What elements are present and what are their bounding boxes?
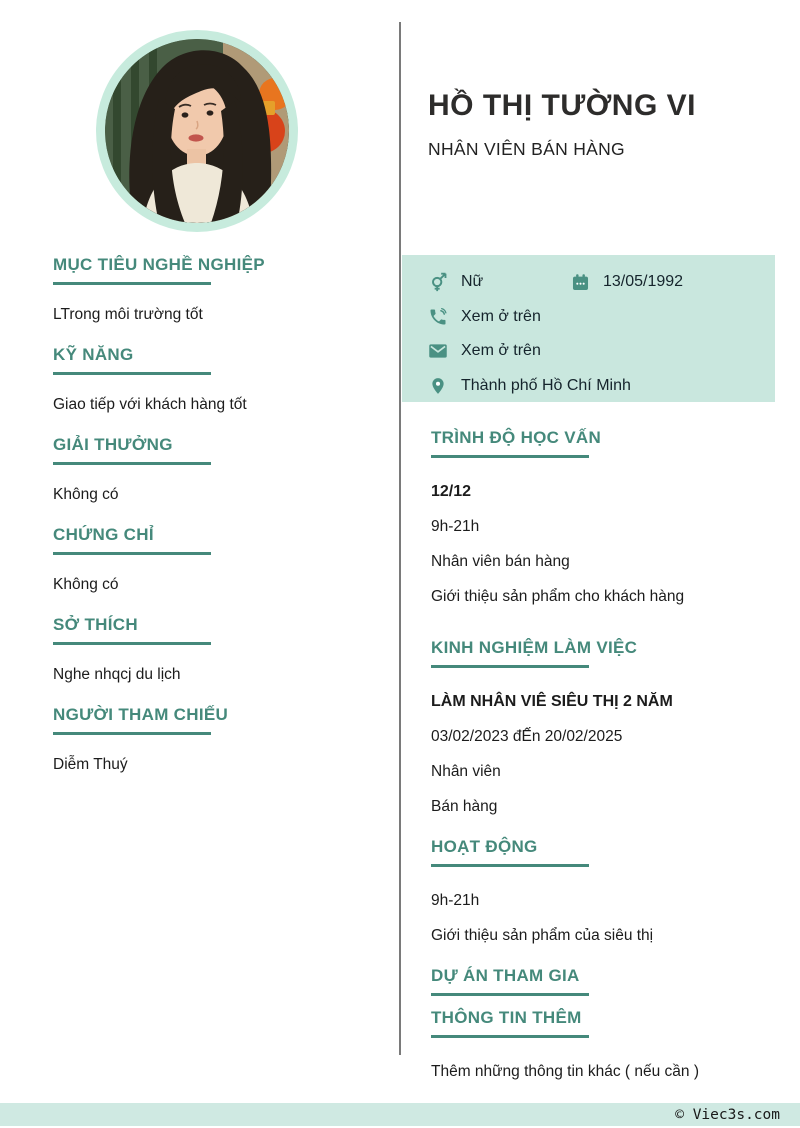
section-title: MỤC TIÊU NGHỀ NGHIỆP [53, 255, 265, 274]
section-experience [431, 638, 779, 817]
contact-phone [428, 307, 541, 327]
section-body: Diễm Thuý [53, 756, 128, 773]
location-icon [428, 376, 448, 396]
location-value: Thành phố Hồ Chí Minh [461, 376, 631, 394]
section-awards [53, 435, 373, 504]
phone-icon [428, 307, 448, 327]
section-title: HOẠT ĐỘNG [431, 837, 538, 856]
section-line: 9h-21h [431, 892, 480, 909]
section-line: 12/12 [431, 483, 472, 500]
section-title: THÔNG TIN THÊM [431, 1008, 582, 1027]
gender-value: Nữ [461, 273, 484, 291]
section-underline [53, 642, 211, 645]
section-title: SỞ THÍCH [53, 615, 138, 634]
contact-gender [428, 272, 570, 292]
section-underline [53, 552, 211, 555]
footer-credit: © Viec3s.com [675, 1106, 780, 1123]
section-line: LÀM NHÂN VIÊ SIÊU THỊ 2 NĂM [431, 693, 673, 710]
profile-photo [96, 30, 298, 232]
section-underline [431, 864, 589, 867]
section-projects [431, 966, 779, 996]
phone-value: Xem ở trên [461, 307, 541, 325]
section-underline [53, 372, 211, 375]
section-line: 03/02/2023 đẾn 20/02/2025 [431, 728, 623, 745]
section-education [431, 428, 779, 607]
section-body: Nghe nhqcj du lịch [53, 666, 181, 683]
gender-icon [428, 272, 448, 292]
section-body: LTrong môi trường tốt [53, 306, 203, 323]
contact-row-gender-birthdate [428, 265, 775, 300]
section-title: NGƯỜI THAM CHIẾU [53, 705, 229, 724]
section-additional-info [431, 1008, 779, 1082]
section-title: CHỨNG CHỈ [53, 525, 154, 544]
section-title: TRÌNH ĐỘ HỌC VẤN [431, 428, 602, 447]
footer-bar [0, 1103, 800, 1126]
email-value: Xem ở trên [461, 342, 541, 360]
contact-location [428, 376, 631, 396]
section-title: DỰ ÁN THAM GIA [431, 966, 580, 985]
contact-email [428, 341, 541, 361]
section-body: Giao tiếp với khách hàng tốt [53, 396, 247, 413]
right-column [431, 428, 779, 1082]
section-body: Không có [53, 486, 119, 503]
section-line: Bán hàng [431, 798, 498, 815]
section-underline [431, 1035, 589, 1038]
section-career-objective [53, 255, 373, 324]
section-line: Nhân viên bán hàng [431, 553, 570, 570]
contact-row-phone [428, 300, 775, 335]
birthdate-value: 13/05/1992 [603, 273, 684, 291]
section-line: Giới thiệu sản phẩm cho khách hàng [431, 588, 685, 605]
section-underline [53, 462, 211, 465]
job-title: NHÂN VIÊN BÁN HÀNG [428, 139, 625, 159]
section-title: GIẢI THƯỞNG [53, 435, 173, 454]
header [428, 88, 788, 160]
section-hobbies [53, 615, 373, 684]
contact-box [402, 255, 775, 402]
section-certificates [53, 525, 373, 594]
section-title: KỸ NĂNG [53, 345, 134, 364]
section-underline [431, 993, 589, 996]
profile-photo-illustration [105, 39, 289, 223]
section-body: Không có [53, 576, 119, 593]
column-divider [399, 22, 401, 1055]
section-underline [53, 732, 211, 735]
section-line: Thêm những thông tin khác ( nếu cần ) [431, 1063, 700, 1080]
calendar-icon [570, 272, 590, 292]
section-underline [431, 455, 589, 458]
section-line: Nhân viên [431, 763, 501, 780]
section-title: KINH NGHIỆM LÀM VIỆC [431, 638, 638, 657]
section-skills [53, 345, 373, 414]
section-activities [431, 837, 779, 946]
section-underline [53, 282, 211, 285]
section-underline [431, 665, 589, 668]
candidate-name: HỒ THỊ TƯỜNG VI [428, 89, 696, 122]
contact-row-email [428, 334, 775, 369]
section-line: Giới thiệu sản phẩm của siêu thị [431, 927, 654, 944]
section-line: 9h-21h [431, 518, 480, 535]
email-icon [428, 341, 448, 361]
contact-birthdate [570, 272, 683, 292]
contact-row-location [428, 369, 775, 404]
section-references [53, 705, 373, 774]
left-column [53, 255, 373, 795]
